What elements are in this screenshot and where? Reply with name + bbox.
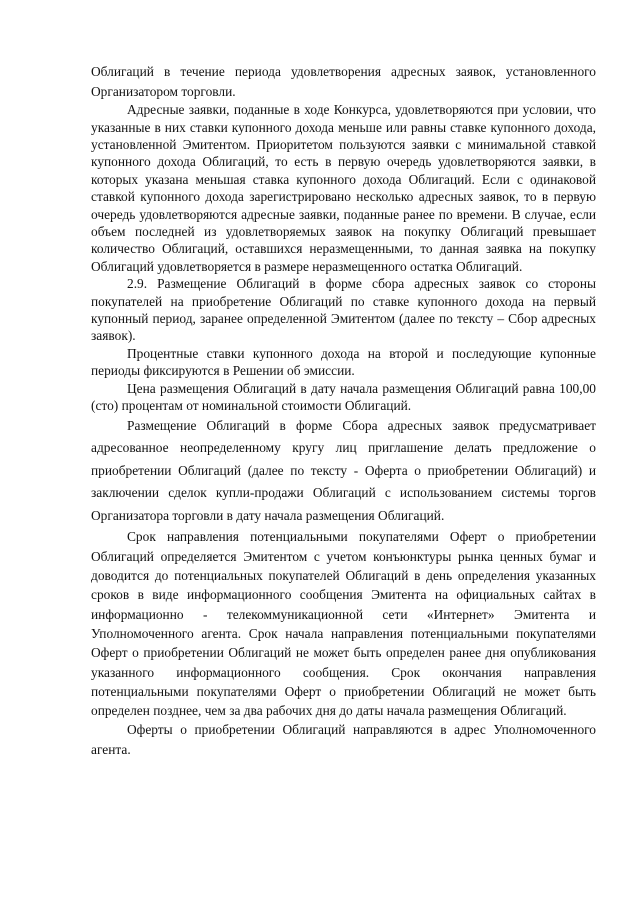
paragraph-7: Срок направления потенциальными покупателями Оферт о приобретении Облигаций определяется Эмитентом с учетом конъюнктуры рынка ценных бумаг и доводится до потенциальных покупателей Облигаций в день определения указанных сроков в виде информационного сообщения Эмитента на официальных сайтах в информационно - телекоммуникационной сети «Интернет» Эмитента и Уполномоченного агента. Срок начала направления потенциальными покупателями Оферт о приобретении Облигаций не может быть определен ранее дня опубликования указанного информационного сообщения. Срок окончания направления потенциальными покупателями Оферт о приобретении Облигаций не может быть определен позднее, чем за два рабочих дня до даты начала размещения Облигаций.: [91, 529, 596, 719]
paragraph-4: Процентные ставки купонного дохода на второй и последующие купонные периоды фиксируются в Решении об эмиссии.: [91, 345, 596, 379]
paragraph-2: Адресные заявки, поданные в ходе Конкурса, удовлетворяются при условии, что указанные в них ставки купонного дохода меньше или равны ставке купонного дохода, установленной Эмитентом. Приоритетом пользуются заявки с минимальной ставкой купонного дохода Облигаций, то есть в первую очередь удовлетворяются заявки, в которых указана меньшая ставка купонного дохода Облигаций. Если с одинаковой ставкой купонного дохода зарегистрировано несколько адресных заявок, то в первую очередь удовлетворяются адресные заявки, поданные ранее по времени. В случае, если объем последней из удовлетворяемых заявок на покупку Облигаций превышает количество Облигаций, оставшихся неразмещенными, то данная заявка на покупку Облигаций удовлетворяется в размере неразмещенного остатка Облигаций.: [91, 102, 596, 274]
paragraph-8: Оферты о приобретении Облигаций направляются в адрес Уполномоченного агента.: [91, 722, 596, 757]
paragraph-3-section-2-9: 2.9. Размещение Облигаций в форме сбора адресных заявок со стороны покупателей на приобретение Облигаций по ставке купонного дохода на первый купонный период, заранее определенной Эмитентом (далее по тексту – Сбор адресных заявок).: [91, 276, 596, 344]
paragraph-6: Размещение Облигаций в форме Сбора адресных заявок предусматривает адресованное неопределенному кругу лиц приглашение делать предложение о приобретении Облигаций (далее по тексту - Оферта о приобретении Облигаций) и заключении сделок купли-продажи Облигаций с использованием системы торгов Организатора торговли в дату начала размещения Облигаций.: [91, 417, 596, 523]
document-page: [91, 62, 596, 759]
paragraph-5: Цена размещения Облигаций в дату начала размещения Облигаций равна 100,00 (сто) процентам от номинальной стоимости Облигаций.: [91, 380, 596, 414]
paragraph-1: Облигаций в течение периода удовлетворения адресных заявок, установленного Организатором торговли.: [91, 64, 596, 99]
